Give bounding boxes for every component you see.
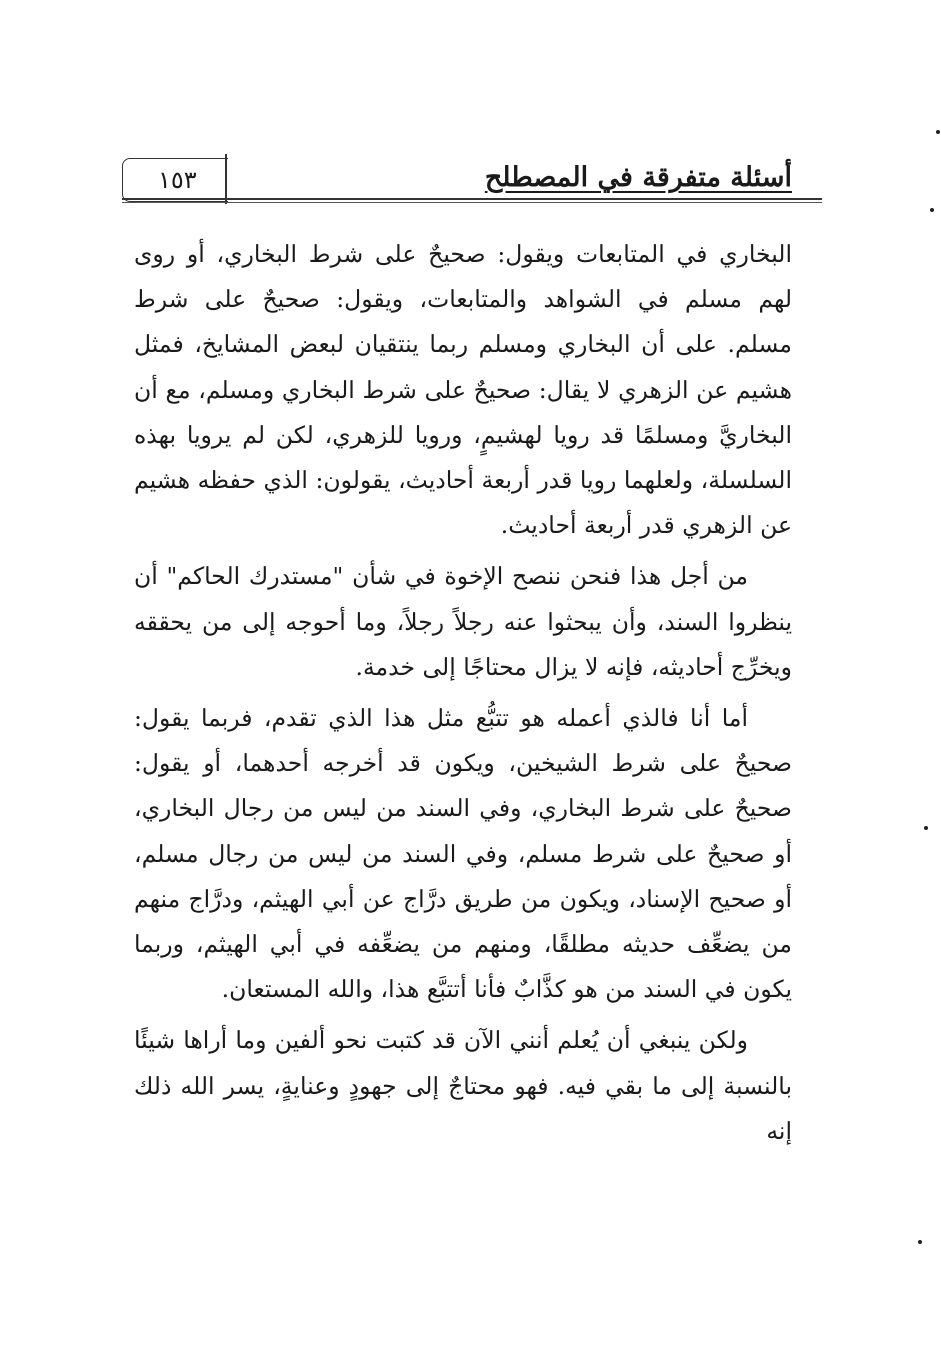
scan-speck xyxy=(918,1240,922,1244)
scan-speck xyxy=(924,826,928,830)
paragraph-3: أما أنا فالذي أعمله هو تتبُّع مثل هذا الذي تقدم، فربما يقول: صحيحٌ على شرط الشيخين، ويكون قد أخرجه أحدهما، أو يقول: صحيحٌ على شرط البخاري، وفي السند من ليس من رجال البخاري، أو صحيحٌ على شرط مسلم، وفي السند من ليس من رجال مسلم، أو صحيح الإسناد، ويكون من طريق درَّاج عن أبي الهيثم، ودرَّاج منهم من يضعِّف حديثه مطلقًا، ومنهم من يضعِّفه في أبي الهيثم، وربما يكون في السند من هو كذَّابٌ فأنا أتتبَّع هذا، والله المستعان. xyxy=(134,704,792,1004)
header-rule-thin xyxy=(122,202,822,203)
running-title: أسئلة متفرقة في المصطلح xyxy=(484,162,792,193)
scan-speck xyxy=(930,208,934,212)
header-divider xyxy=(225,154,227,204)
paragraph-4: ولكن ينبغي أن يُعلم أنني الآن قد كتبت نحو ألفين وما أراها شيئًا بالنسبة إلى ما بقي فيه. فهو محتاجٌ إلى جهودٍ وعنايةٍ، يسر الله ذلك إنه xyxy=(134,1026,792,1145)
page-number: ١٥٣ xyxy=(158,166,197,194)
paragraph-2: من أجل هذا فنحن ننصح الإخوة في شأن "مستدرك الحاكم" أن ينظروا السند، وأن يبحثوا عنه رجلاً رجلاً، وما أحوجه إلى من يحققه ويخرِّج أحاديثه، فإنه لا يزال محتاجًا إلى خدمة. xyxy=(134,562,792,681)
page-header xyxy=(122,158,822,204)
paragraph-1: البخاري في المتابعات ويقول: صحيحٌ على شرط البخاري، أو روى لهم مسلم في الشواهد والمتابعات، ويقول: صحيحٌ على شرط مسلم. على أن البخاري ومسلم ربما ينتقيان لبعض المشايخ، فمثل هشيم عن الزهري لا يقال: صحيحٌ على شرط البخاري ومسلم، مع أن البخاريَّ ومسلمًا قد رويا لهشيمٍ، ورويا للزهري، لكن لم يرويا بهذه السلسلة، ولعلهما رويا قدر أربعة أحاديث، يقولون: الذي حفظه هشيم عن الزهري قدر أربعة أحاديث. xyxy=(134,240,792,540)
header-rule xyxy=(122,198,822,200)
body-text xyxy=(134,232,792,1160)
scan-speck xyxy=(936,130,940,134)
